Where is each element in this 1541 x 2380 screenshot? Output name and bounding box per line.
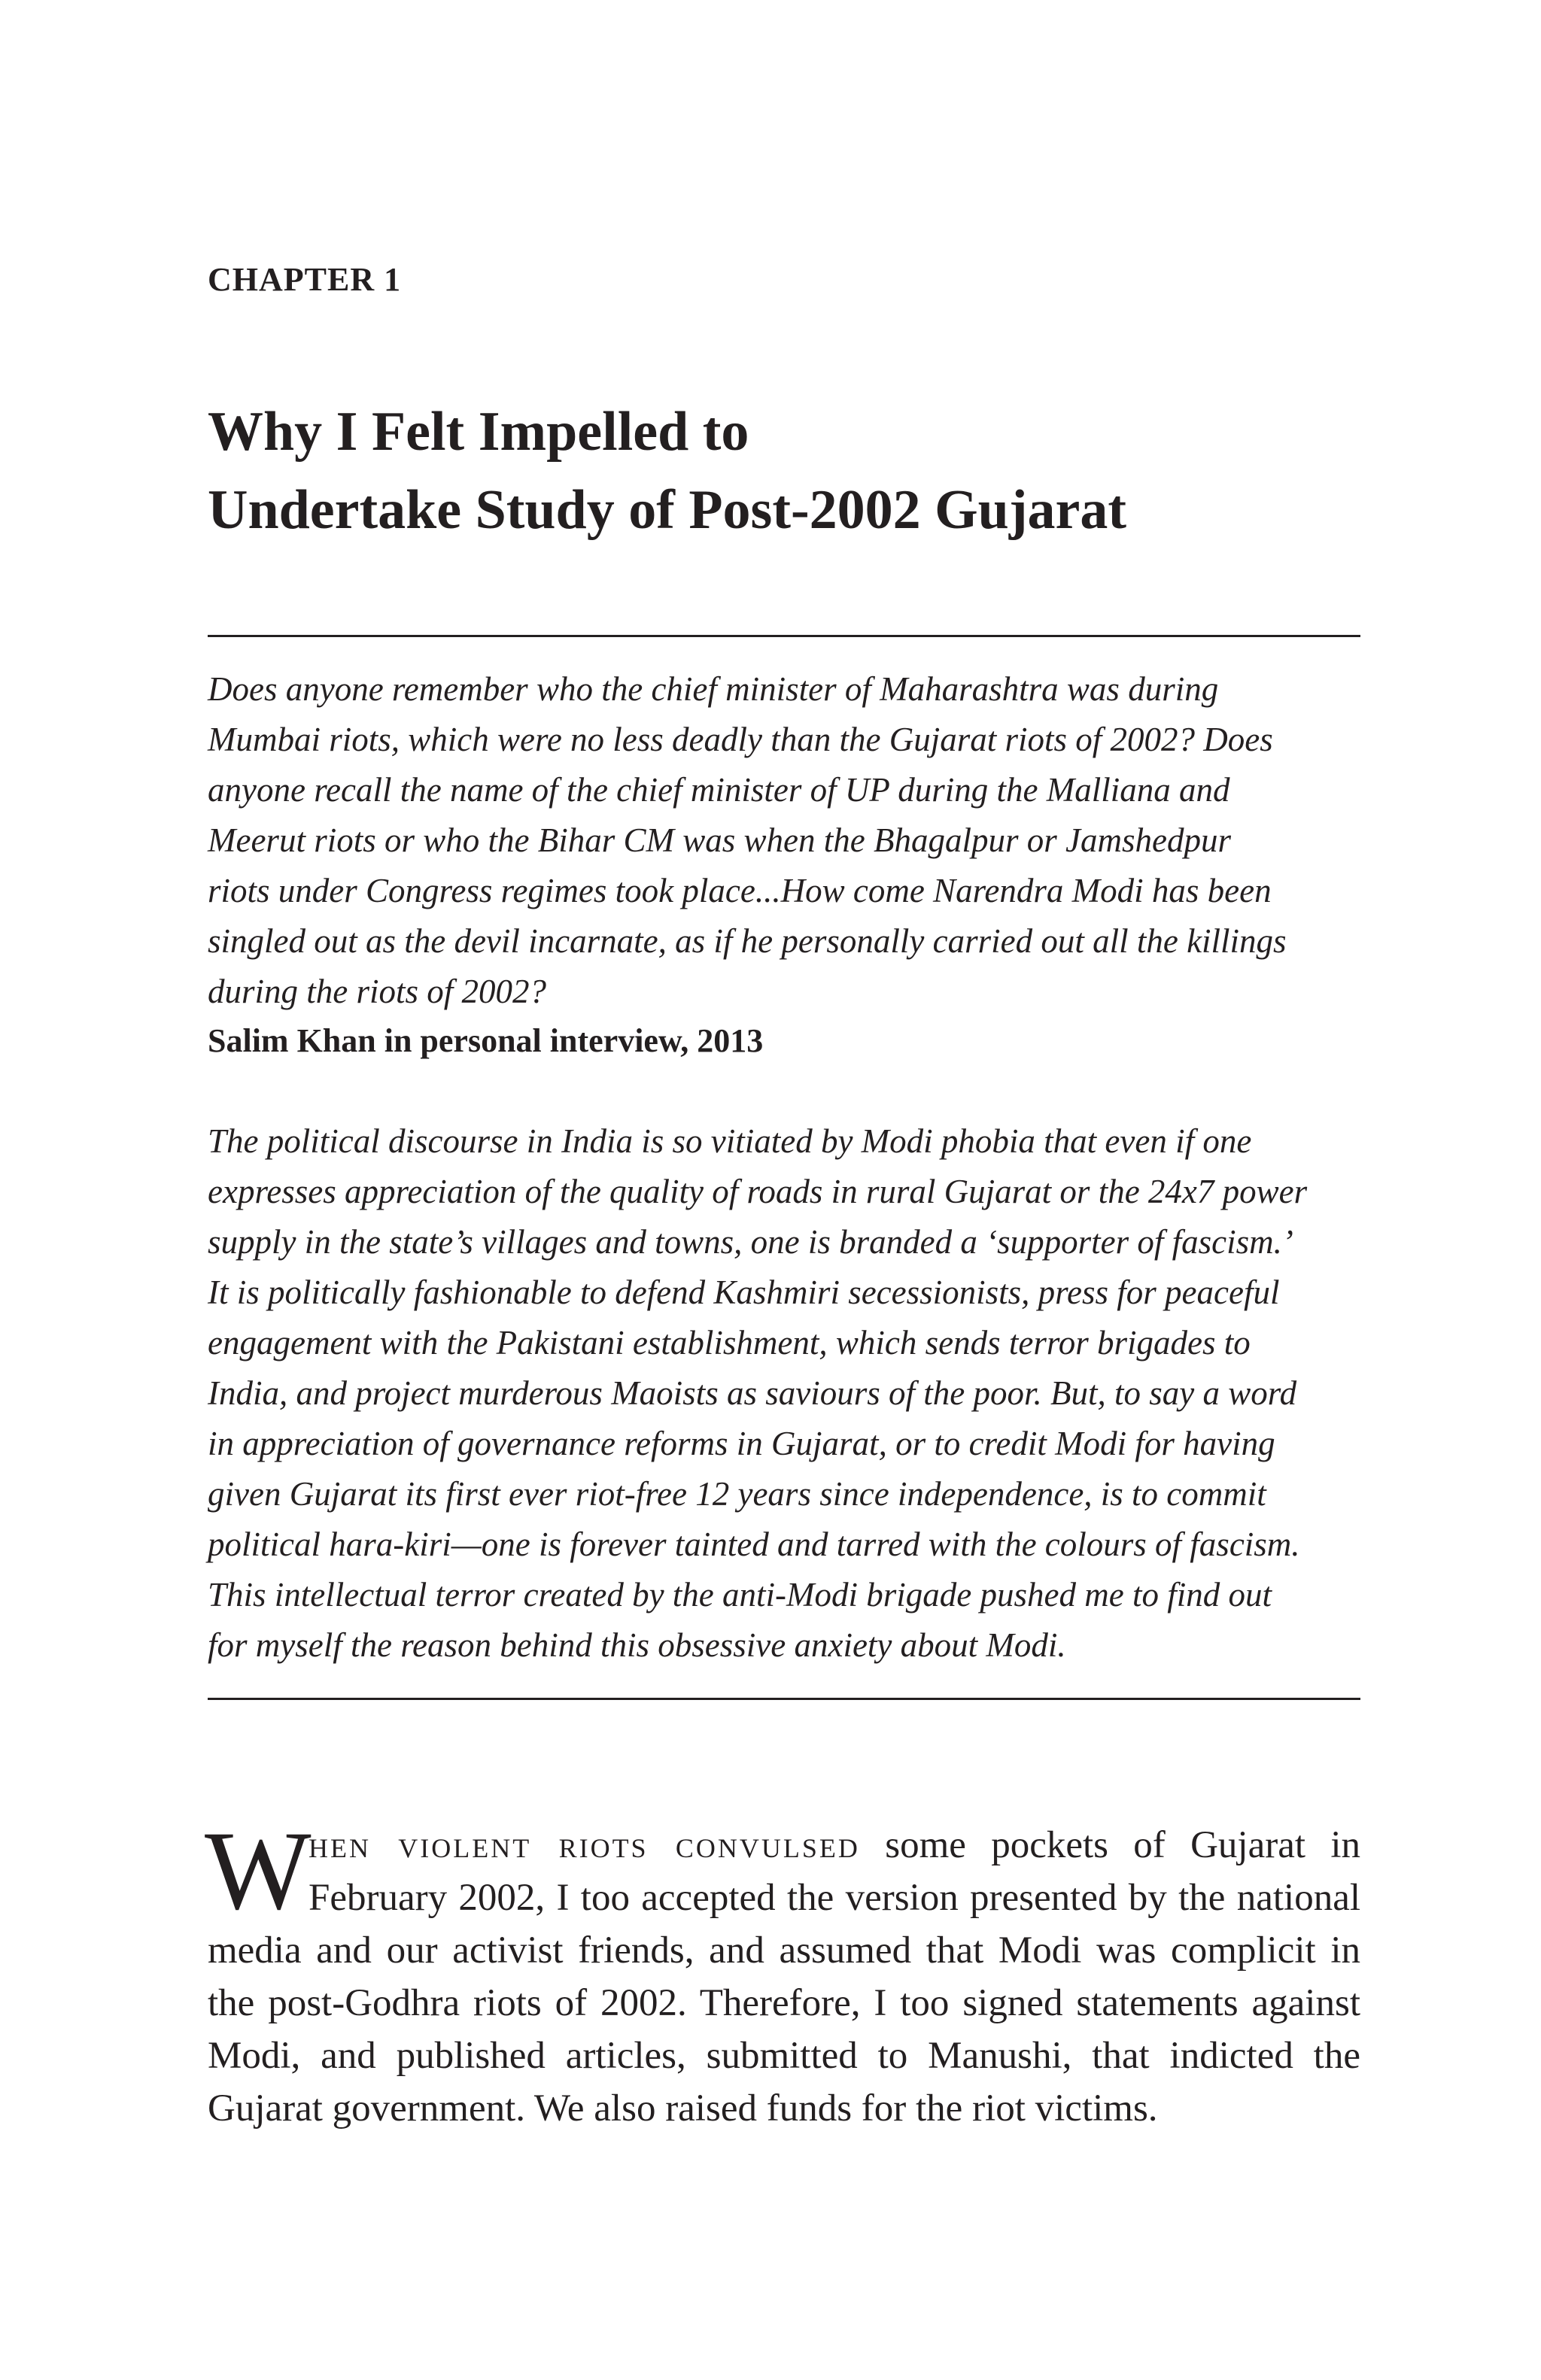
epigraph-line: expresses appreciation of the quality of roads in rural Gujarat or the 24x7 power <box>208 1173 1308 1210</box>
epigraph-line: supply in the state’s villages and towns, one is branded a ‘supporter of fascism.’ <box>208 1223 1293 1261</box>
book-page <box>205 0 1361 2380</box>
body-paragraph <box>205 1808 1361 2135</box>
epigraph-attribution: Salim Khan in personal interview, 2013 <box>208 1022 764 1059</box>
chapter-label: CHAPTER 1 <box>208 261 402 298</box>
epigraph-line: The political discourse in India is so vitiated by Modi phobia that even if one <box>208 1122 1252 1160</box>
epigraph-line: Mumbai riots, which were no less deadly than the Gujarat riots of 2002? Does <box>208 721 1273 758</box>
first-line-rest: some pockets of Gujarat in <box>885 1824 1361 1866</box>
chapter-title-line: Why I Felt Impelled to <box>208 401 749 463</box>
epigraph-line: Does anyone remember who the chief minister of Maharashtra was during <box>208 670 1219 708</box>
epigraph-quote-second <box>208 1116 1360 1671</box>
epigraph-line: singled out as the devil incarnate, as if he personally carried out all the killings <box>208 922 1287 960</box>
epigraph-line: Meerut riots or who the Bihar CM was when the Bhagalpur or Jamshedpur <box>208 821 1231 859</box>
epigraph-line: for myself the reason behind this obsessive anxiety about Modi. <box>208 1626 1066 1664</box>
epigraph-line: riots under Congress regimes took place...How come Narendra Modi has been <box>208 872 1272 909</box>
body-line: February 2002, I too accepted the version presented by the national <box>309 1877 1360 1919</box>
bottom-divider <box>208 1698 1360 1700</box>
epigraph-quote <box>208 664 1360 1017</box>
epigraph-line: political hara-kiri—one is forever tainted and tarred with the colours of fascism. <box>208 1525 1300 1563</box>
epigraph-line: during the riots of 2002? <box>208 973 547 1010</box>
body-line: Modi, and published articles, submitted to Manushi, that indicted the <box>208 2035 1360 2077</box>
epigraph-line: engagement with the Pakistani establishment, which sends terror brigades to <box>208 1324 1251 1362</box>
chapter-title <box>208 393 1126 549</box>
body-line: Gujarat government. We also raised funds for the riot victims. <box>208 2087 1158 2130</box>
epigraph-line: anyone recall the name of the chief minister of UP during the Malliana and <box>208 771 1230 809</box>
small-caps-lead: hen violent riots convulsed <box>309 1824 860 1866</box>
body-line <box>208 1819 1360 1872</box>
epigraph-line: It is politically fashionable to defend Kashmiri secessionists, press for peaceful <box>208 1273 1280 1311</box>
epigraph-line: This intellectual terror created by the anti-Modi brigade pushed me to find out <box>208 1576 1272 1613</box>
body-line: the post-Godhra riots of 2002. Therefore, I too signed statements against <box>208 1982 1360 2024</box>
drop-cap: W <box>205 1808 312 1933</box>
epigraph-line: in appreciation of governance reforms in Gujarat, or to credit Modi for having <box>208 1425 1275 1462</box>
body-line: media and our activist friends, and assumed that Modi was complicit in <box>208 1929 1360 1972</box>
top-divider <box>208 635 1360 637</box>
chapter-title-line: Undertake Study of Post-2002 Gujarat <box>208 479 1126 541</box>
epigraph-line: given Gujarat its first ever riot-free 12 years since independence, is to commit <box>208 1475 1266 1513</box>
epigraph-line: India, and project murderous Maoists as saviours of the poor. But, to say a word <box>208 1374 1297 1412</box>
